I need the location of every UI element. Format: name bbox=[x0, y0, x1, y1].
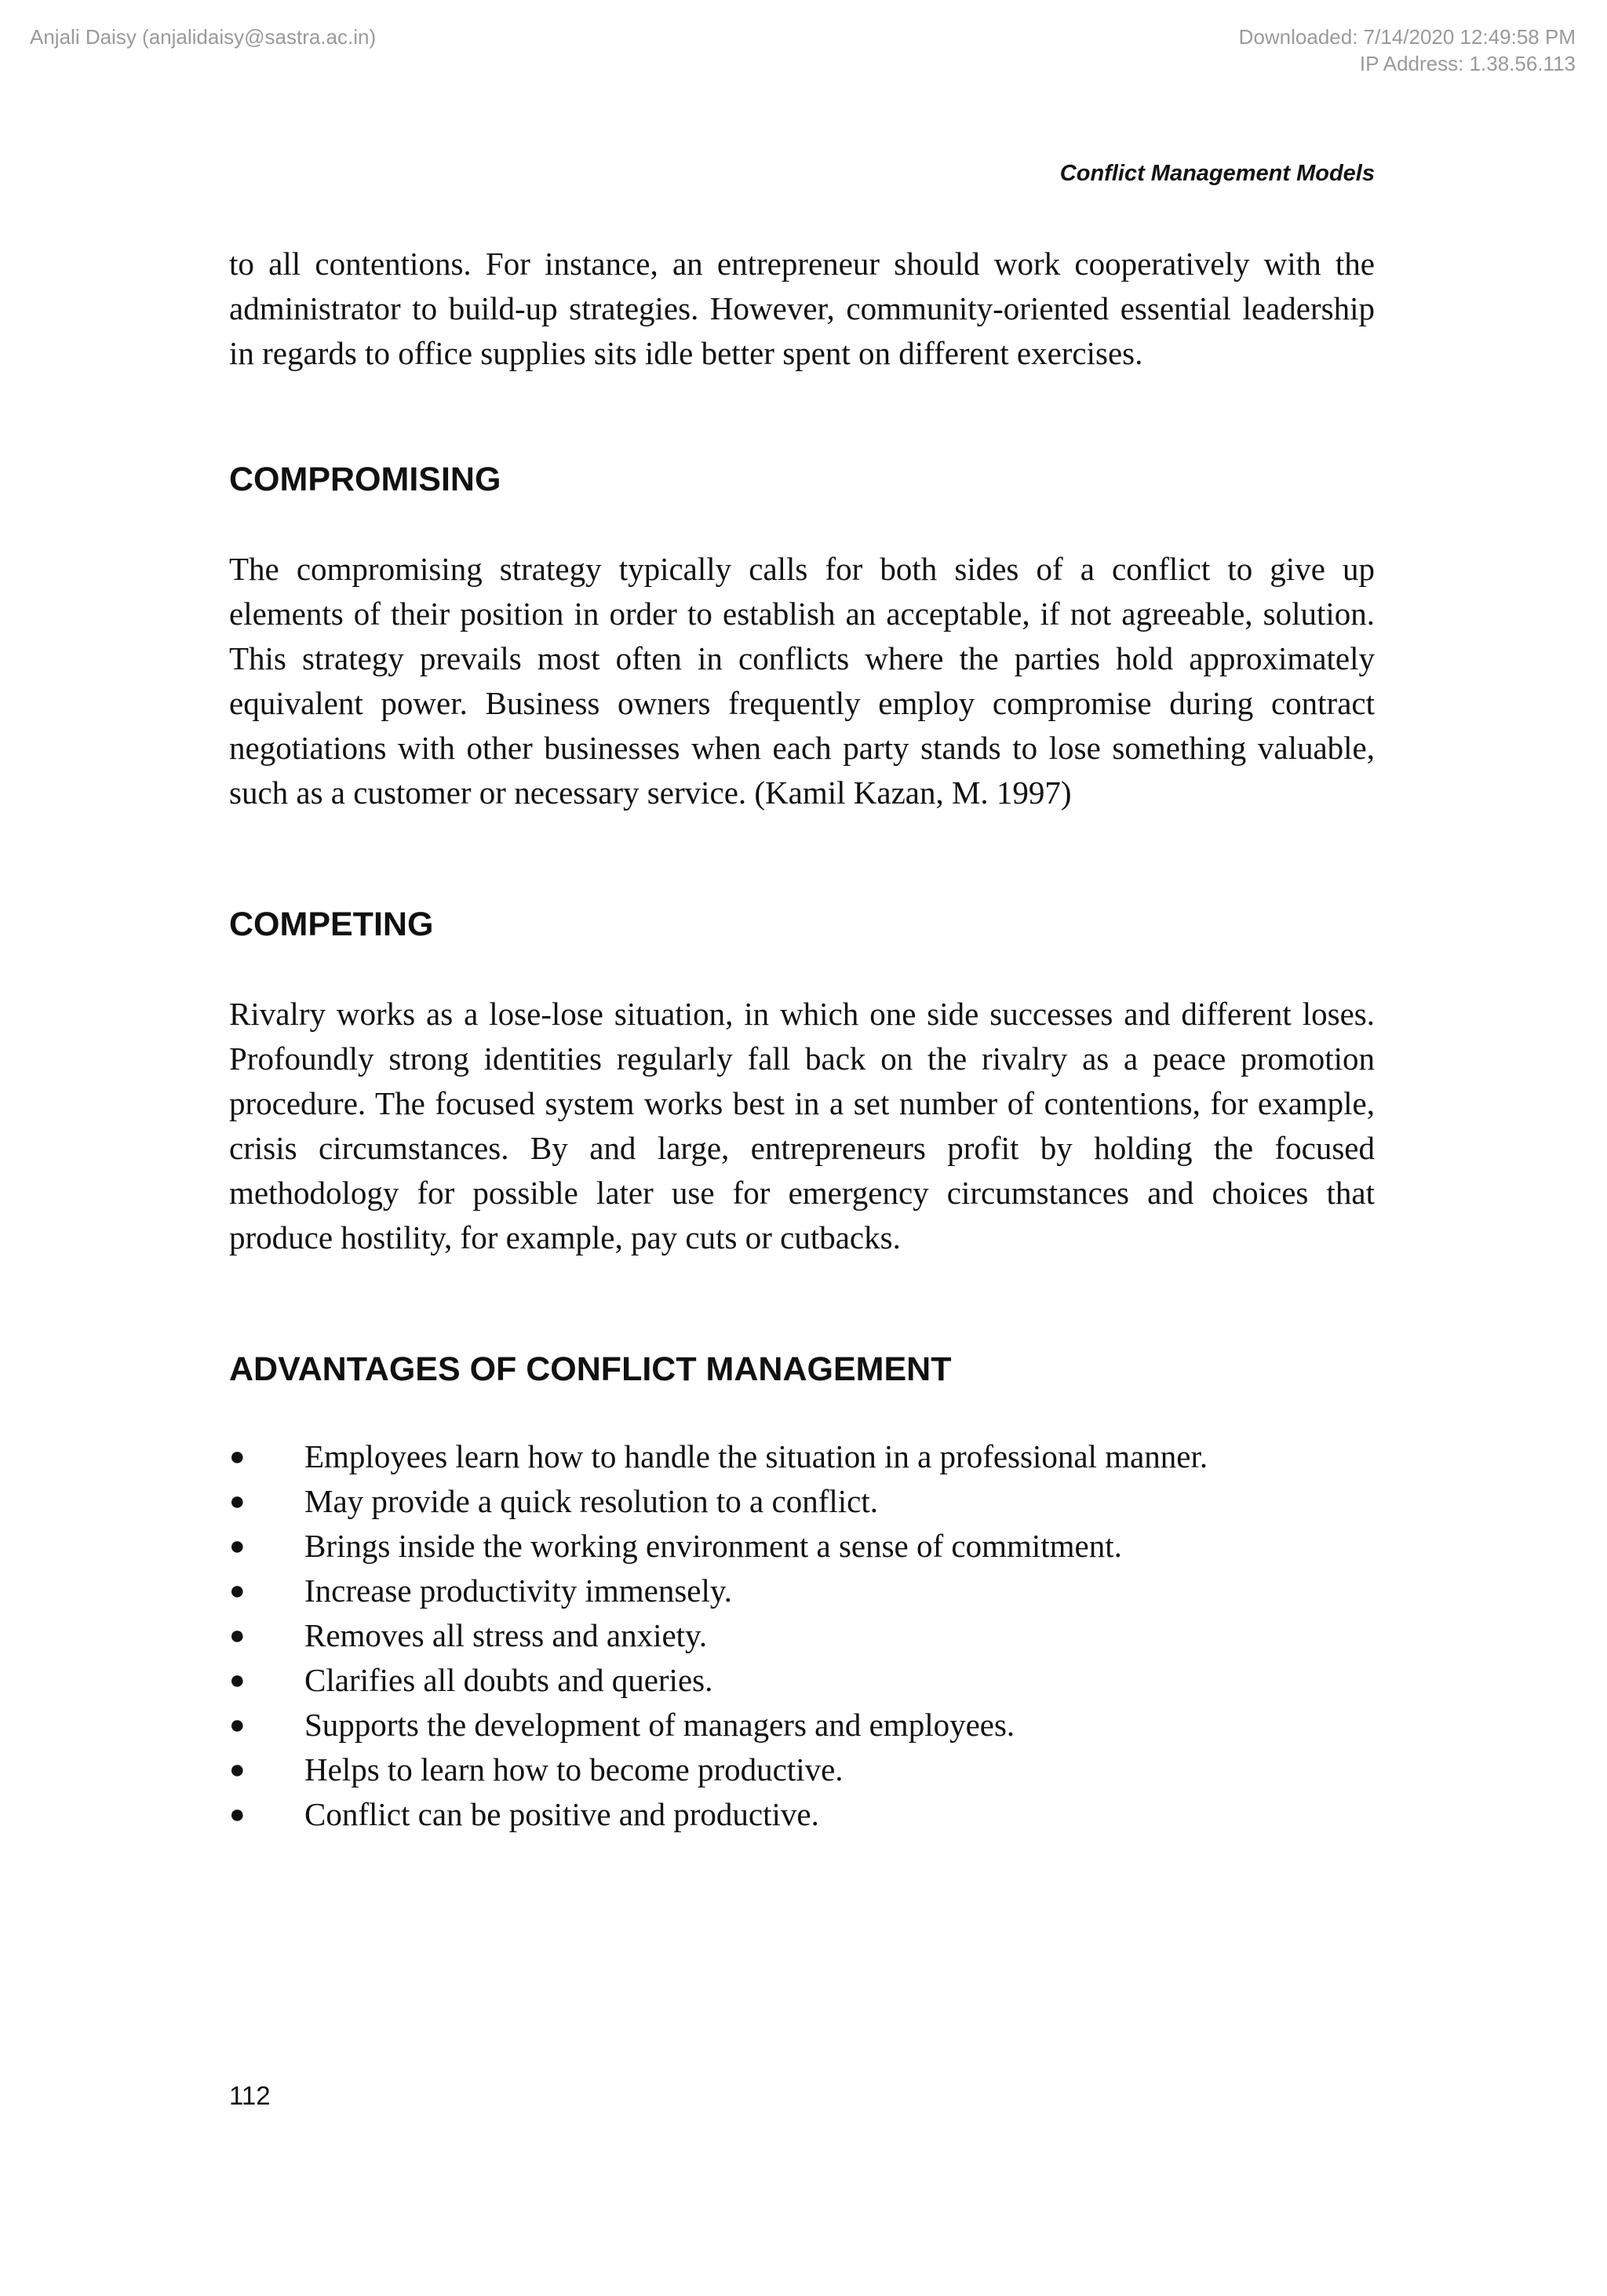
page-number: 112 bbox=[229, 2081, 271, 2110]
watermark-user: Anjali Daisy (anjalidaisy@sastra.ac.in) bbox=[30, 25, 377, 49]
heading-competing: COMPETING bbox=[229, 906, 434, 943]
list-item-text: Clarifies all doubts and queries. bbox=[304, 1662, 713, 1698]
list-item bbox=[229, 1569, 1375, 1613]
bullet-icon: ● bbox=[229, 1487, 246, 1516]
heading-compromising: COMPROMISING bbox=[229, 461, 501, 498]
running-head: Conflict Management Models bbox=[1059, 161, 1375, 186]
list-item-text: May provide a quick resolution to a conflict. bbox=[304, 1483, 878, 1519]
advantages-list bbox=[229, 1434, 1375, 1837]
bullet-icon: ● bbox=[229, 1800, 246, 1829]
list-item bbox=[229, 1792, 1375, 1837]
list-item bbox=[229, 1703, 1375, 1748]
list-item-text: Helps to learn how to become productive. bbox=[304, 1751, 844, 1788]
list-item-text: Conflict can be positive and productive. bbox=[304, 1796, 819, 1832]
bullet-icon: ● bbox=[229, 1442, 246, 1471]
paragraph-compromising: The compromising strategy typically calls for both sides of a conflict to give up elements of their position in order to establish an acceptable, if not agreeable, solution. This strategy prevails most often in conflicts where the parties hold approximately equivalent power. Business owners frequently employ compromise during contract negotiations with other businesses when each party stands to lose something valuable, such as a customer or necessary service. (Kamil Kazan, M. 1997) bbox=[229, 551, 1375, 811]
list-item-text: Increase productivity immensely. bbox=[304, 1573, 732, 1609]
watermark-download-info bbox=[1239, 24, 1576, 77]
list-item bbox=[229, 1613, 1375, 1658]
watermark-download-time: Downloaded: 7/14/2020 12:49:58 PM bbox=[1238, 25, 1576, 49]
bullet-icon: ● bbox=[229, 1755, 246, 1784]
list-item bbox=[229, 1434, 1375, 1479]
list-item bbox=[229, 1748, 1375, 1792]
watermark-ip-address: IP Address: 1.38.56.113 bbox=[1359, 52, 1576, 75]
heading-advantages: ADVANTAGES OF CONFLICT MANAGEMENT bbox=[229, 1350, 952, 1388]
list-item-text: Employees learn how to handle the situation in a professional manner. bbox=[304, 1438, 1208, 1474]
bullet-icon: ● bbox=[229, 1711, 246, 1740]
list-item bbox=[229, 1524, 1375, 1569]
list-item-text: Supports the development of managers and employees. bbox=[304, 1707, 1015, 1743]
list-item-text: Brings inside the working environment a sense of commitment. bbox=[304, 1528, 1122, 1564]
page-content bbox=[229, 242, 1375, 1837]
bullet-icon: ● bbox=[229, 1576, 246, 1605]
bullet-icon: ● bbox=[229, 1621, 246, 1650]
bullet-icon: ● bbox=[229, 1532, 246, 1561]
bullet-icon: ● bbox=[229, 1666, 246, 1695]
paragraph-competing: Rivalry works as a lose-lose situation, in which one side successes and different loses. Profoundly strong identities regularly fall back on the rivalry as a peace promotion procedure. The focused system works best in a set number of contentions, for example, crisis circumstances. By and large, entrepreneurs profit by holding the focused methodology for possible later use for emergency circumstances and choices that produce hostility, for example, pay cuts or cutbacks. bbox=[229, 996, 1375, 1256]
list-item bbox=[229, 1479, 1375, 1524]
list-item bbox=[229, 1658, 1375, 1703]
intro-paragraph: to all contentions. For instance, an entrepreneur should work cooperatively with the administrator to build-up strategies. However, community-oriented essential leadership in regards to office supplies sits idle better spent on different exercises. bbox=[229, 246, 1375, 371]
list-item-text: Removes all stress and anxiety. bbox=[304, 1617, 708, 1653]
